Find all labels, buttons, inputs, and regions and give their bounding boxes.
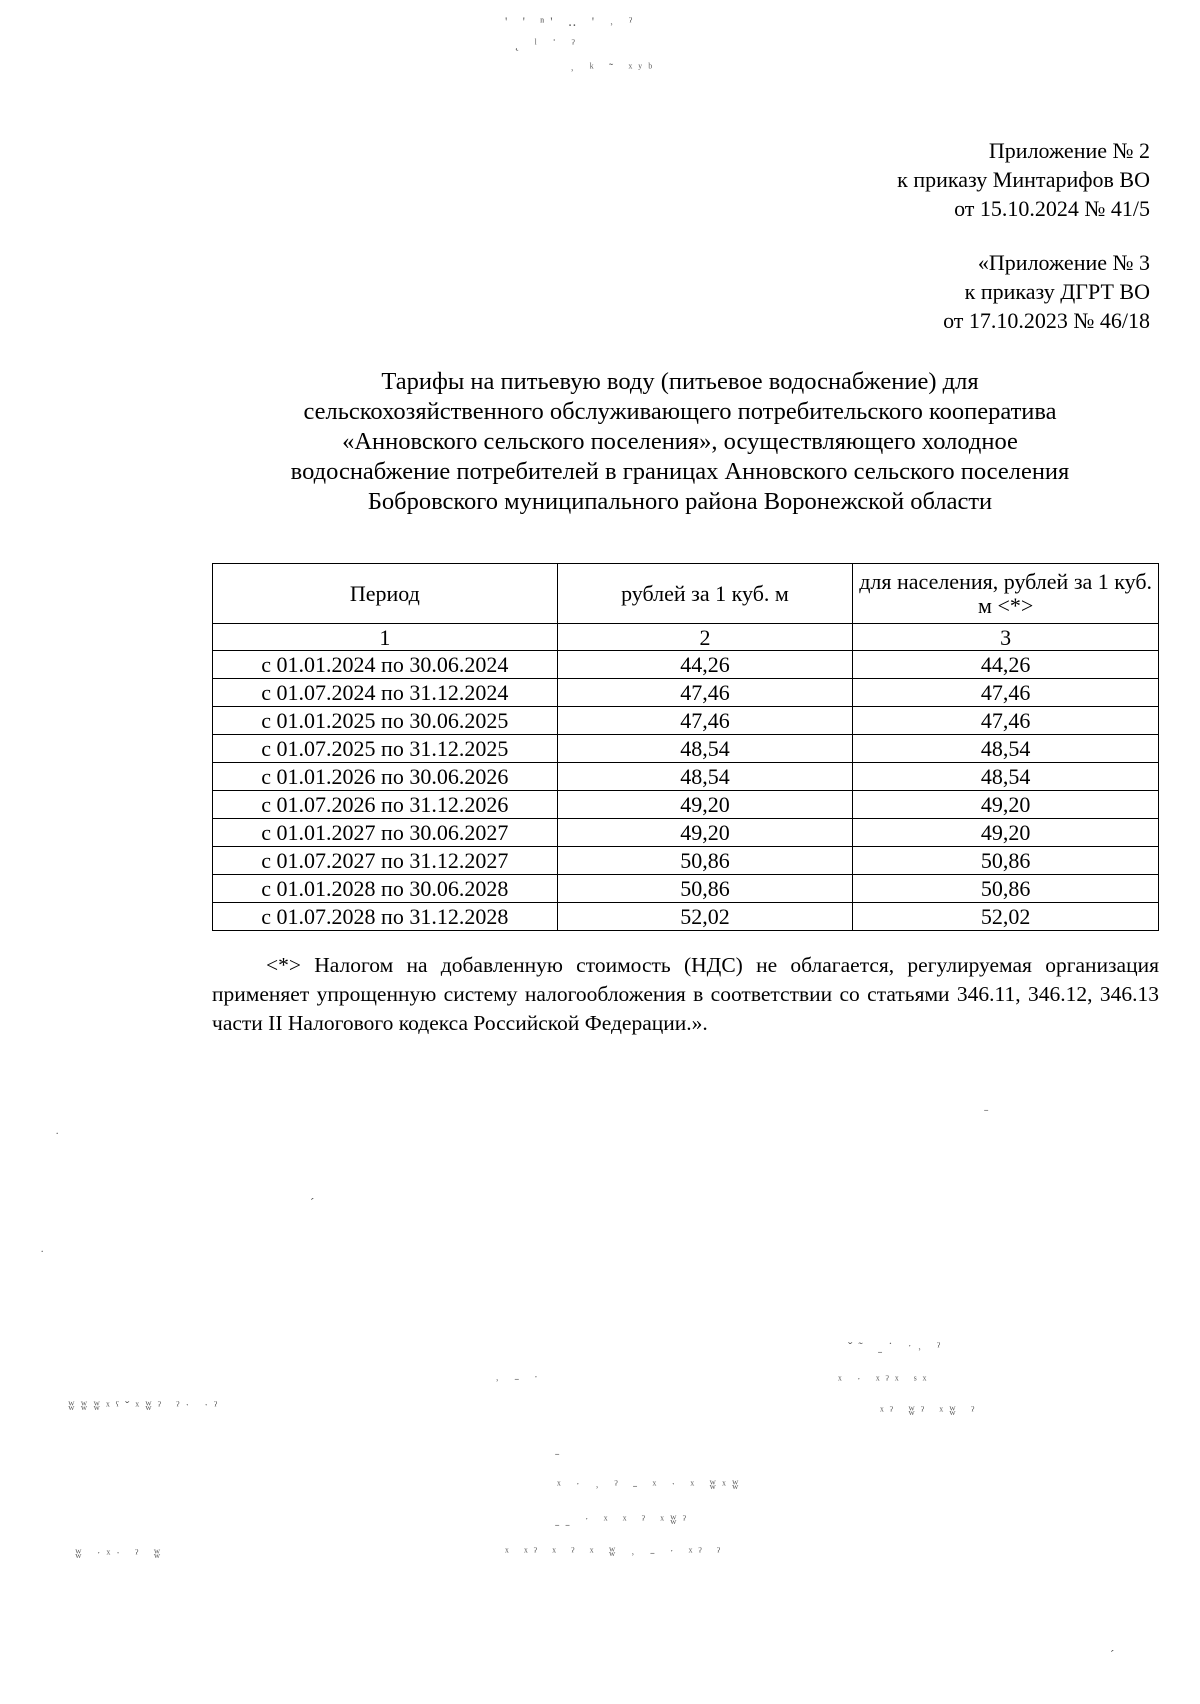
- column-header-rate: рублей за 1 куб. м: [557, 564, 853, 624]
- table-row: [213, 903, 1159, 931]
- table-row: [213, 791, 1159, 819]
- title-line: водоснабжение потребителей в границах Анновского сельского поселения: [290, 458, 1070, 485]
- appendix-number: «Приложение № 3: [977, 250, 1150, 275]
- scan-noise: ' ' ⁿ' ‥ ' ˒ ˀ: [505, 14, 639, 29]
- population-rate-cell: 50,86: [853, 847, 1159, 875]
- period-cell: с 01.07.2026 по 31.12.2026: [213, 791, 558, 819]
- period-cell: с 01.07.2028 по 31.12.2028: [213, 903, 558, 931]
- period-cell: с 01.01.2027 по 30.06.2027: [213, 819, 558, 847]
- scan-noise: ʬ ˑˣˑ ˀ ʬ: [75, 1546, 167, 1561]
- rate-cell: 49,20: [557, 819, 853, 847]
- period-cell: с 01.01.2026 по 30.06.2026: [213, 763, 558, 791]
- period-cell: с 01.07.2024 по 31.12.2024: [213, 679, 558, 707]
- population-rate-cell: 49,20: [853, 819, 1159, 847]
- title-line: «Анновского сельского поселения», осуществляющего холодное: [342, 428, 1018, 455]
- table-row: [213, 651, 1159, 679]
- scan-noise: ˊ: [310, 1195, 321, 1210]
- appendix-order-date: от 15.10.2024 № 41/5: [954, 196, 1150, 221]
- column-index: 3: [853, 624, 1159, 651]
- title-line: сельскохозяйственного обслуживающего потребительского кооператива: [303, 398, 1057, 425]
- population-rate-cell: 47,46: [853, 707, 1159, 735]
- rate-cell: 47,46: [557, 707, 853, 735]
- appendix-header-previous: [943, 248, 1150, 335]
- table-header-row: [213, 564, 1159, 624]
- period-cell: с 01.07.2027 по 31.12.2027: [213, 847, 558, 875]
- column-index: 2: [557, 624, 853, 651]
- scan-noise: ˣ ˣˀ ˣ ˀ ˣ ʬ ˒ ˗ ˑ ˣˀ ˀ: [505, 1544, 727, 1559]
- title-line: Тарифы на питьевую воду (питьевое водоснабжение) для: [381, 368, 979, 395]
- rate-cell: 50,86: [557, 847, 853, 875]
- rate-cell: 49,20: [557, 791, 853, 819]
- scan-noise: ˊ: [1110, 1647, 1121, 1662]
- appendix-order-ref: к приказу ДГРТ ВО: [964, 279, 1150, 304]
- population-rate-cell: 48,54: [853, 763, 1159, 791]
- rate-cell: 50,86: [557, 875, 853, 903]
- appendix-number: Приложение № 2: [988, 138, 1150, 163]
- population-rate-cell: 44,26: [853, 651, 1159, 679]
- scan-noise: ˣˀ ʬˀ ˣʬ ˀ: [880, 1403, 981, 1418]
- period-cell: с 01.01.2028 по 30.06.2028: [213, 875, 558, 903]
- footnote: [212, 951, 1159, 1038]
- appendix-order-ref: к приказу Минтарифов ВО: [897, 167, 1150, 192]
- title-line: Бобровского муниципального района Воронежской области: [367, 488, 993, 515]
- scan-noise: ˍ: [984, 1097, 995, 1112]
- scan-noise: ʬʬʬˣˁˇˣʬˀ ˀˑ ˑˀ: [68, 1398, 224, 1413]
- rate-cell: 52,02: [557, 903, 853, 931]
- document-title: [200, 367, 1160, 517]
- period-cell: с 01.01.2025 по 30.06.2025: [213, 707, 558, 735]
- column-index-row: [213, 624, 1159, 651]
- rate-cell: 44,26: [557, 651, 853, 679]
- scan-noise: ˒ ᵏ ˜ ˣʸᵇ: [570, 60, 659, 75]
- scan-noise: ˍˍ ˑ ˣ ˣ ˀ ˣʬˀ: [555, 1512, 692, 1527]
- rate-cell: 48,54: [557, 763, 853, 791]
- scan-noise: ˙: [55, 1129, 66, 1144]
- scan-noise: ˙: [40, 1247, 51, 1262]
- appendix-order-date: от 17.10.2023 № 46/18: [943, 308, 1150, 333]
- table-row: [213, 679, 1159, 707]
- column-index: 1: [213, 624, 558, 651]
- population-rate-cell: 50,86: [853, 875, 1159, 903]
- scan-noise: ˇ˜ ˍ˙ ˑ˒ ˀ: [848, 1339, 947, 1354]
- scan-noise: ˣ ˑ ˒ ˀ ˗ ˣ ˑ ˣ ʬˣʬ: [557, 1477, 745, 1492]
- population-rate-cell: 52,02: [853, 903, 1159, 931]
- tariffs-table: [212, 563, 1159, 931]
- population-rate-cell: 47,46: [853, 679, 1159, 707]
- scan-noise: ˣ ˑ ˣˀˣ ˢˣ: [838, 1372, 933, 1387]
- table-row: [213, 763, 1159, 791]
- column-header-period: Период: [213, 564, 558, 624]
- population-rate-cell: 49,20: [853, 791, 1159, 819]
- scan-noise: ˒ ˗ ˑ: [495, 1370, 544, 1385]
- rate-cell: 47,46: [557, 679, 853, 707]
- table-row: [213, 819, 1159, 847]
- period-cell: с 01.01.2024 по 30.06.2024: [213, 651, 558, 679]
- table-row: [213, 875, 1159, 903]
- table-row: [213, 707, 1159, 735]
- table-row: [213, 735, 1159, 763]
- appendix-header-current: [897, 136, 1150, 223]
- population-rate-cell: 48,54: [853, 735, 1159, 763]
- rate-cell: 48,54: [557, 735, 853, 763]
- table-row: [213, 847, 1159, 875]
- scan-noise: ˛ ˡ ˈ ˀ: [515, 36, 581, 51]
- scan-noise: ˍ: [555, 1441, 566, 1456]
- column-header-population-rate: для населения, рублей за 1 куб. м <*>: [853, 564, 1159, 624]
- period-cell: с 01.07.2025 по 31.12.2025: [213, 735, 558, 763]
- footnote-text: <*> Налогом на добавленную стоимость (НДС) не облагается, регулируемая организация применяет упрощенную систему налогообложения в соответствии со статьями 346.11, 346.12, 346.13 части II Налогового кодекса Российской Федерации.».: [212, 953, 1159, 1035]
